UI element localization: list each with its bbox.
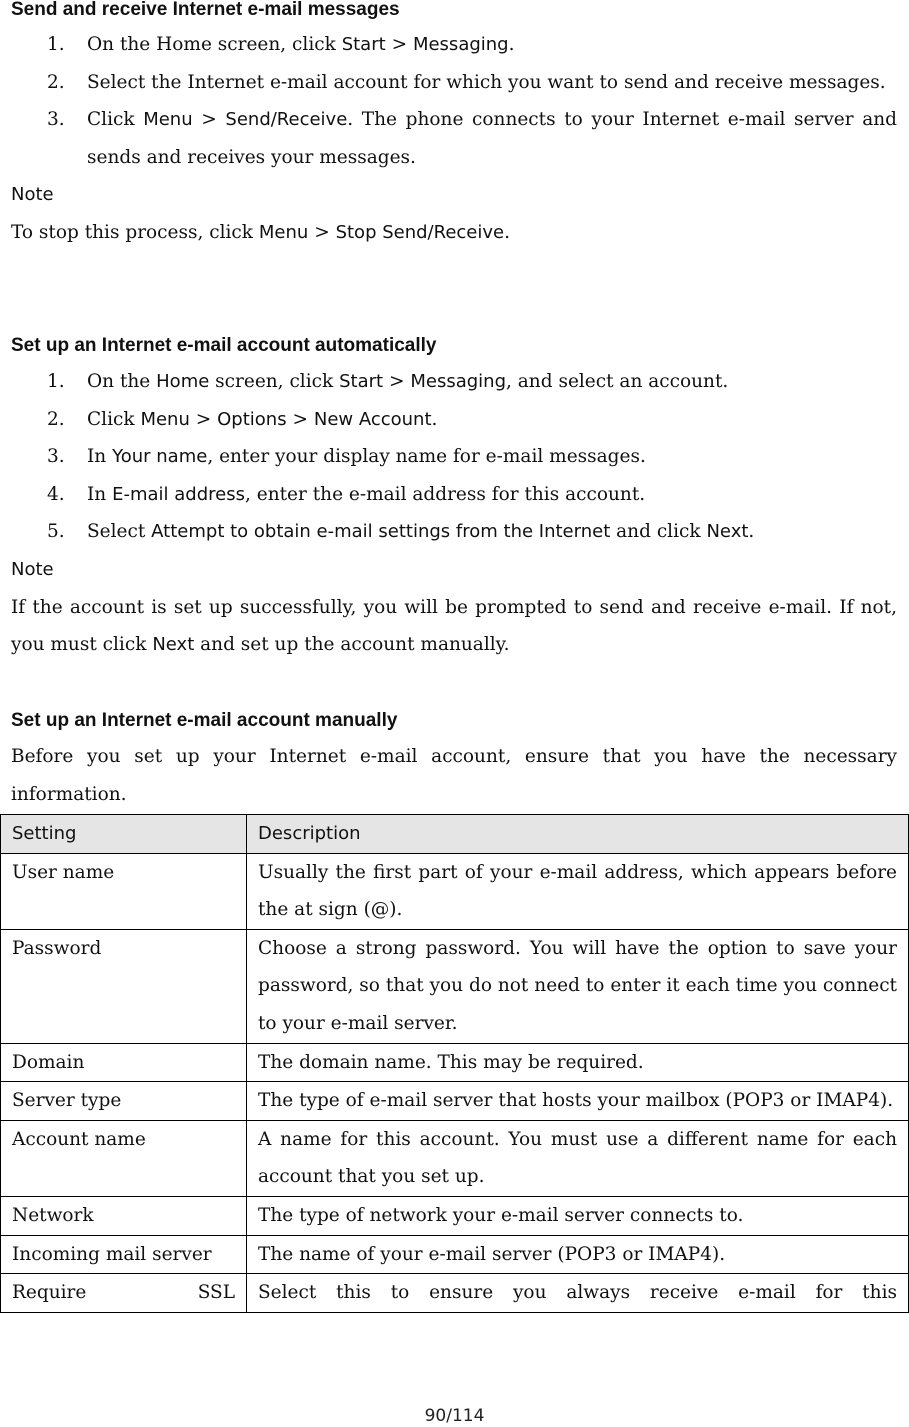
setting-cell: Incoming mail server [1, 1235, 247, 1274]
description-cell: The type of network your e-mail server connects to. [247, 1196, 909, 1235]
ui-term: Start [339, 371, 384, 392]
table-row [1, 853, 909, 929]
ui-term: Messaging [410, 371, 507, 392]
note-text: To stop this process, click Menu > Stop Send/Receive. [11, 221, 510, 243]
table-row [1, 929, 909, 1043]
ui-term: Next [706, 521, 749, 543]
table-header-row [1, 815, 909, 854]
ui-term: Home [156, 371, 210, 392]
section-heading-send-receive: Send and receive Internet e-mail messages [11, 0, 400, 20]
ui-term: Menu [143, 109, 193, 131]
description-cell: Select this to ensure you always receive e-mail for this [247, 1274, 909, 1313]
setting-cell: Account name [1, 1120, 247, 1196]
setting-cell: Network [1, 1196, 247, 1235]
setting-cell: Password [1, 929, 247, 1043]
ui-term: Menu [258, 221, 309, 243]
ui-term: Start [341, 34, 386, 55]
section-heading-setup-manual: Set up an Internet e-mail account manually [11, 710, 398, 731]
list-item: 3. In Your name, enter your display name for e-mail messages. [47, 446, 646, 468]
description-cell: The name of your e-mail server (POP3 or IMAP4). [247, 1235, 909, 1274]
settings-table [0, 814, 909, 1313]
description-cell: Usually the first part of your e-mail address, which appears before the at sign (@). [247, 853, 909, 929]
steps-setup-automatic [0, 363, 909, 664]
list-item: 2. Select the Internet e-mail account for which you want to send and receive messages. [47, 71, 886, 93]
description-cell: The domain name. This may be required. [247, 1043, 909, 1082]
description-cell: A name for this account. You must use a different name for each account that you set up. [247, 1120, 909, 1196]
section-heading-setup-automatic: Set up an Internet e-mail account automatically [11, 335, 437, 356]
setting-cell: Require SSL [1, 1274, 247, 1313]
ui-term: Menu [140, 408, 190, 430]
setting-cell: Server type [1, 1082, 247, 1121]
list-item: 5. Select Attempt to obtain e-mail settings from the Internet and click Next. [47, 521, 755, 543]
table-row [1, 1235, 909, 1274]
ui-term: Next [152, 634, 195, 656]
ui-term: Your name [112, 446, 208, 468]
list-item: 1. On the Home screen, click Start > Messaging, and select an account. [47, 371, 729, 392]
ui-term: Messaging [412, 34, 509, 55]
setting-cell: User name [1, 853, 247, 929]
ui-term: E-mail address [112, 483, 245, 505]
description-cell: Choose a strong password. You will have the option to save your password, so that you do not need to enter it each time you connect to your e-mail server. [247, 929, 909, 1043]
steps-send-receive [0, 26, 909, 252]
list-item: 2. Click Menu > Options > New Account. [47, 408, 438, 430]
ui-term: Attempt to obtain e-mail settings from the Internet [151, 521, 611, 543]
table-row [1, 1196, 909, 1235]
table-row [1, 1043, 909, 1082]
page-number: 90/114 [424, 1406, 485, 1426]
description-cell: The type of e-mail server that hosts your mailbox (POP3 or IMAP4). [247, 1082, 909, 1121]
ui-term: Options [217, 408, 287, 430]
list-item: 4. In E-mail address, enter the e-mail address for this account. [47, 483, 646, 505]
list-item: 1. On the Home screen, click Start > Messaging. [47, 34, 515, 55]
ui-term: Stop Send/Receive [335, 221, 505, 243]
ui-term: New Account [313, 408, 432, 430]
table-row [1, 1082, 909, 1121]
ui-term: Send/Receive [225, 109, 348, 131]
table-row [1, 1274, 909, 1313]
note-text: If the account is set up successfully, you will be prompted to send and receive e-mail. If not, you must click Next and set up the account manually. [11, 596, 897, 656]
column-header-setting: Setting [1, 815, 247, 854]
intro-paragraph: Before you set up your Internet e-mail account, ensure that you have the necessary information. [11, 746, 897, 805]
list-item: 3. Click Menu > Send/Receive. The phone connects to your Internet e-mail server and sends and receives your messages. [47, 109, 897, 168]
note-label: Note [11, 558, 54, 580]
note-label: Note [11, 184, 54, 206]
column-header-description: Description [247, 815, 909, 854]
setting-cell: Domain [1, 1043, 247, 1082]
table-row [1, 1120, 909, 1196]
